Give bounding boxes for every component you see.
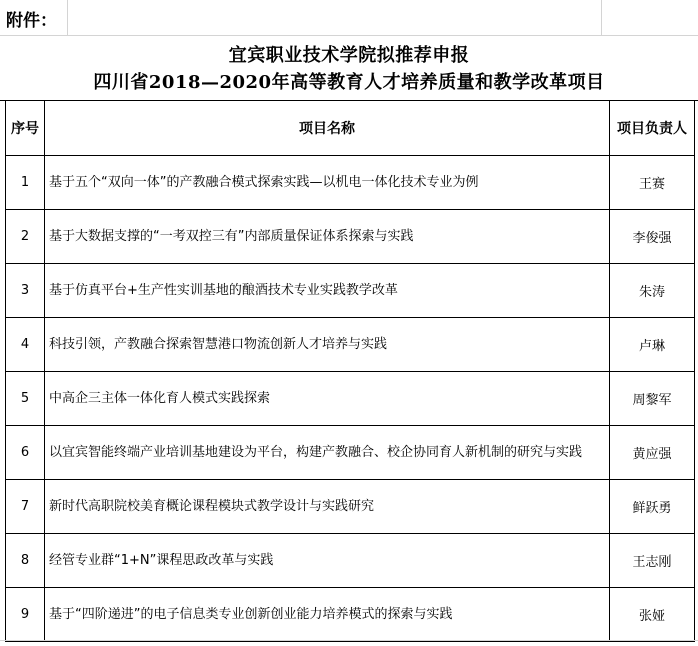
table-row (6, 534, 695, 588)
cell-project-lead[interactable]: 黄应强 (610, 426, 695, 480)
table-row (6, 372, 695, 426)
table-row (6, 426, 695, 480)
spreadsheet-gridline-bottom (0, 640, 698, 646)
cell-project-name[interactable]: 基于五个“双向一体”的产教融合模式探索实践—以机电一体化技术专业为例 (45, 156, 610, 210)
cell-number[interactable]: 1 (6, 156, 45, 210)
cell-project-lead[interactable]: 张娅 (610, 588, 695, 642)
cell-project-name[interactable]: 基于大数据支撑的“一考双控三有”内部质量保证体系探索与实践 (45, 210, 610, 264)
gridline (67, 0, 68, 35)
column-header-project-lead[interactable]: 项目负责人 (610, 101, 695, 156)
gridline (601, 0, 602, 35)
cell-project-lead[interactable]: 王志刚 (610, 534, 695, 588)
cell-project-lead[interactable]: 王赛 (610, 156, 695, 210)
cell-project-name[interactable]: 以宜宾智能终端产业培训基地建设为平台，构建产教融合、校企协同育人新机制的研究与实践 (45, 426, 610, 480)
title-line-1: 宜宾职业技术学院拟推荐申报 (228, 45, 470, 66)
table-row (6, 480, 695, 534)
cell-project-name[interactable]: 经管专业群“1+N”课程思政改革与实践 (45, 534, 610, 588)
table-row (6, 210, 695, 264)
attachment-label: 附件： (6, 11, 57, 31)
table-row (6, 588, 695, 642)
cell-project-lead[interactable]: 李俊强 (610, 210, 695, 264)
table-row (6, 264, 695, 318)
cell-project-name[interactable]: 中高企三主体一体化育人模式实践探索 (45, 372, 610, 426)
cell-project-name[interactable]: 基于“四阶递进”的电子信息类专业创新创业能力培养模式的探索与实践 (45, 588, 610, 642)
cell-number[interactable]: 5 (6, 372, 45, 426)
cell-number[interactable]: 3 (6, 264, 45, 318)
column-header-project-name[interactable]: 项目名称 (45, 101, 610, 156)
table-row (6, 156, 695, 210)
cell-project-lead[interactable]: 朱涛 (610, 264, 695, 318)
cell-number[interactable]: 8 (6, 534, 45, 588)
column-header-number[interactable]: 序号 (6, 101, 45, 156)
cell-number[interactable]: 2 (6, 210, 45, 264)
cell-number[interactable]: 4 (6, 318, 45, 372)
cell-number[interactable]: 7 (6, 480, 45, 534)
cell-project-name[interactable]: 新时代高职院校美育概论课程模块式教学设计与实践研究 (45, 480, 610, 534)
cell-project-name[interactable]: 基于仿真平台+生产性实训基地的酿酒技术专业实践教学改革 (45, 264, 610, 318)
project-table (5, 100, 695, 642)
document-title (0, 36, 698, 101)
cell-project-lead[interactable]: 周黎军 (610, 372, 695, 426)
cell-project-lead[interactable]: 鲜跃勇 (610, 480, 695, 534)
cell-project-name[interactable]: 科技引领，产教融合探索智慧港口物流创新人才培养与实践 (45, 318, 610, 372)
cell-number[interactable]: 6 (6, 426, 45, 480)
table-header-row (6, 101, 695, 156)
table-row (6, 318, 695, 372)
cell-number[interactable]: 9 (6, 588, 45, 642)
attachment-row (0, 0, 698, 36)
title-line-2: 四川省2018—2020年高等教育人才培养质量和教学改革项目 (93, 72, 605, 93)
cell-project-lead[interactable]: 卢琳 (610, 318, 695, 372)
